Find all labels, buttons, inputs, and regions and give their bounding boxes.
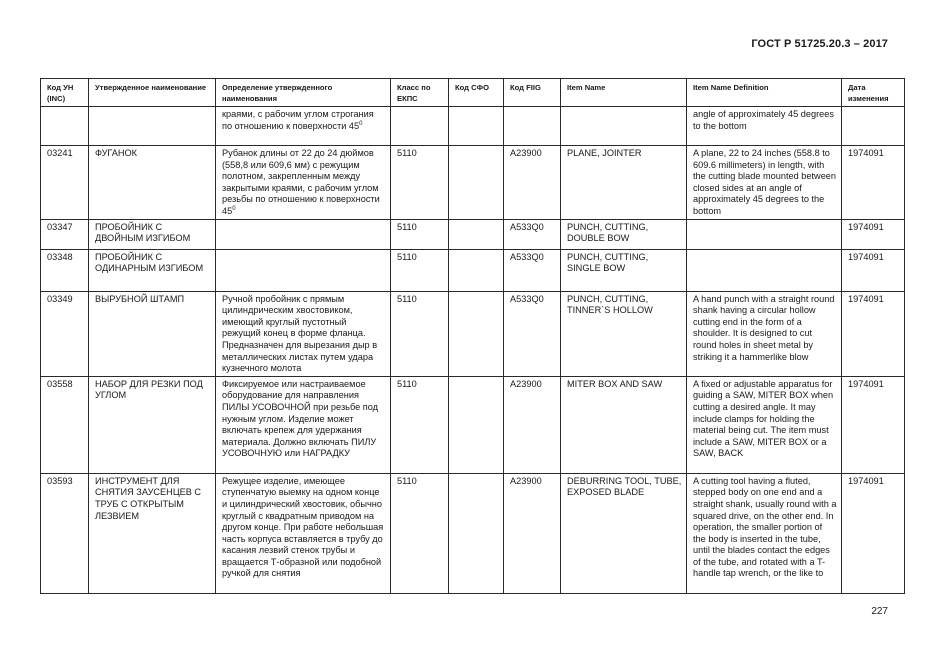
cell-item-name-text: PUNCH, CUTTING, DOUBLE BOW xyxy=(567,221,649,244)
degree-superscript: 0 xyxy=(232,205,236,212)
table-row xyxy=(41,473,905,593)
degree-superscript: 0 xyxy=(359,120,363,127)
cell-item-name xyxy=(561,107,687,146)
cell-inc-text: 03348 xyxy=(47,251,73,262)
cell-date xyxy=(842,249,905,291)
cell-sfo xyxy=(449,249,504,291)
cell-date xyxy=(842,376,905,473)
document-standard-header: ГОСТ Р 51725.20.3 – 2017 xyxy=(751,38,888,50)
cell-item-name-text: PLANE, JOINTER xyxy=(567,148,642,158)
cell-item-name-definition-text: A fixed or adjustable apparatus for guiding a SAW, MITER BOX when cutting a desired angle. It may include clamps for holding the material being cut. The item must include a SAW, MITER BOX or a SAW, BACK xyxy=(693,378,834,459)
cell-inc-text: 03593 xyxy=(47,475,73,486)
cell-approved-name xyxy=(89,107,216,146)
col-header-inc: Код УН (INC) xyxy=(41,79,89,107)
cell-inc-text: 03349 xyxy=(47,293,73,304)
cell-class xyxy=(391,473,449,593)
cell-sfo xyxy=(449,291,504,376)
cell-fiig-text: A23900 xyxy=(510,378,542,389)
cell-sfo xyxy=(449,219,504,249)
cell-class-text: 5110 xyxy=(397,221,417,232)
cell-definition-text: Рубанок длины от 22 до 24 дюймов (558,8 или 609,6 мм) с режущим полотном, закрепленным между закрытыми краями, с рабочим углом резьбы по отношению к поверхности 45 xyxy=(222,148,380,216)
table-body xyxy=(41,107,905,594)
cell-class-text: 5110 xyxy=(397,148,417,158)
cell-fiig xyxy=(504,376,561,473)
cell-sfo xyxy=(449,146,504,220)
table-row xyxy=(41,107,905,146)
cell-item-name xyxy=(561,376,687,473)
cell-approved-name xyxy=(89,291,216,376)
cell-inc xyxy=(41,146,89,220)
cell-item-name-definition xyxy=(687,473,842,593)
cell-item-name-definition-text: A hand punch with a straight round shank having a circular hollow cutting end in the form of a shoulder. It is designed to cut round holes in sheet metal by striking it a hammerlike blow xyxy=(693,293,835,362)
cell-fiig xyxy=(504,249,561,291)
cell-date xyxy=(842,473,905,593)
cell-approved-name-text: ФУГАНОК xyxy=(95,148,138,158)
cell-fiig xyxy=(504,219,561,249)
cell-class xyxy=(391,249,449,291)
col-header-item-name: Item Name xyxy=(561,79,687,107)
cell-sfo xyxy=(449,376,504,473)
cell-item-name-definition xyxy=(687,249,842,291)
cell-date xyxy=(842,107,905,146)
col-header-definition: Определение утвержденного наименования xyxy=(216,79,391,107)
cell-class-text: 5110 xyxy=(397,293,417,304)
cell-item-name-definition xyxy=(687,107,842,146)
cell-item-name-definition-text: angle of approximately 45 degrees to the bottom xyxy=(693,109,834,131)
cell-fiig-text: A533Q0 xyxy=(510,293,544,304)
cell-date-text: 1974091 xyxy=(848,251,884,262)
cell-inc xyxy=(41,376,89,473)
cell-approved-name-text: ВЫРУБНОЙ ШТАМП xyxy=(95,293,185,304)
table-row xyxy=(41,291,905,376)
cell-approved-name-text: ПРОБОЙНИК С ДВОЙНЫМ ИЗГИБОМ xyxy=(95,221,191,244)
cell-approved-name xyxy=(89,219,216,249)
table-row xyxy=(41,376,905,473)
cell-item-name xyxy=(561,291,687,376)
cell-inc xyxy=(41,219,89,249)
cell-class xyxy=(391,376,449,473)
cell-class-text: 5110 xyxy=(397,475,417,486)
cell-approved-name-text: ПРОБОЙНИК С ОДИНАРНЫМ ИЗГИБОМ xyxy=(95,251,204,274)
cell-fiig xyxy=(504,146,561,220)
cell-definition xyxy=(216,219,391,249)
cell-date xyxy=(842,291,905,376)
cell-definition xyxy=(216,376,391,473)
cell-date-text: 1974091 xyxy=(848,293,884,304)
cell-definition xyxy=(216,473,391,593)
cell-item-name-text: PUNCH, CUTTING, SINGLE BOW xyxy=(567,251,649,274)
cell-date xyxy=(842,146,905,220)
cell-item-name xyxy=(561,146,687,220)
cell-class xyxy=(391,291,449,376)
cell-item-name xyxy=(561,249,687,291)
col-header-fiig: Код FIIG xyxy=(504,79,561,107)
cell-definition xyxy=(216,291,391,376)
cell-fiig-text: A533Q0 xyxy=(510,251,544,262)
cell-definition-text: краями, с рабочим углом строгания по отношению к поверхности 45 xyxy=(222,109,374,131)
cell-class-text: 5110 xyxy=(397,378,417,389)
cell-fiig-text: A23900 xyxy=(510,148,542,158)
cell-class xyxy=(391,219,449,249)
cell-approved-name xyxy=(89,249,216,291)
table-header-row xyxy=(41,79,905,107)
cell-date xyxy=(842,219,905,249)
cell-inc xyxy=(41,473,89,593)
cell-class xyxy=(391,107,449,146)
cell-approved-name xyxy=(89,146,216,220)
cell-date-text: 1974091 xyxy=(848,475,884,486)
cell-fiig xyxy=(504,473,561,593)
cell-definition xyxy=(216,146,391,220)
cell-date-text: 1974091 xyxy=(848,378,884,389)
cell-definition xyxy=(216,249,391,291)
cell-inc xyxy=(41,249,89,291)
cell-item-name-text: DEBURRING TOOL, TUBE, EXPOSED BLADE xyxy=(567,475,682,498)
col-header-item-name-definition: Item Name Definition xyxy=(687,79,842,107)
cell-class-text: 5110 xyxy=(397,251,417,262)
cell-item-name-definition-text: A cutting tool having a fluted, stepped body on one end and a straight shank, usually round with a squared drive, on the other end. In operation, the smaller portion of the body is inserted in the tube, until the blades contact the edges of the tube, and rotated with a T-handle tap wrench, or the like to xyxy=(693,475,837,579)
cell-item-name xyxy=(561,219,687,249)
cell-inc-text: 03558 xyxy=(47,378,73,389)
cell-item-name-definition-text: A plane, 22 to 24 inches (558.8 to 609.6 millimeters) in length, with the cutting blade mounted between closed sides at an angle of approximately 45 degrees to the bottom xyxy=(693,148,837,216)
cell-definition-text: Ручной пробойник с прямым цилиндрическим хвостовиком, имеющий круглый пустотный режущий конец в форме фланца. Предназначен для вырезания дыр в металлических листах путем удара кузнечного молота xyxy=(222,293,378,374)
cell-inc xyxy=(41,291,89,376)
cell-definition-text: Режущее изделие, имеющее ступенчатую выемку на одном конце и цилиндрический хвостовик, обычно круглый с квадратным приводом на другом конце. При работе небольшая часть корпуса вставляется в трубу до касания лезвий стенок трубы и вращается Т-образной или подобной ручкой для снятия xyxy=(222,475,384,579)
col-header-class: Класс по ЕКПС xyxy=(391,79,449,107)
cell-item-name-text: PUNCH, CUTTING, TINNER`S HOLLOW xyxy=(567,293,653,316)
cell-sfo xyxy=(449,473,504,593)
cell-inc-text: 03241 xyxy=(47,148,73,158)
col-header-sfo: Код СФО xyxy=(449,79,504,107)
cell-class xyxy=(391,146,449,220)
classification-table xyxy=(40,78,905,594)
cell-item-name-definition xyxy=(687,376,842,473)
cell-definition xyxy=(216,107,391,146)
cell-approved-name xyxy=(89,376,216,473)
cell-inc-text: 03347 xyxy=(47,221,73,232)
cell-definition-text: Фиксируемое или настраиваемое оборудование для направления ПИЛЫ УСОВОЧНОЙ при резьбе под нужным углом. Изделие может включать крепеж для удержания материала. Должно включать ПИЛУ УСОВОЧНУЮ или НАГРАДКУ xyxy=(222,378,379,459)
cell-sfo xyxy=(449,107,504,146)
cell-fiig xyxy=(504,107,561,146)
table-row xyxy=(41,219,905,249)
cell-approved-name xyxy=(89,473,216,593)
cell-item-name xyxy=(561,473,687,593)
cell-date-text: 1974091 xyxy=(848,148,884,158)
cell-fiig-text: A533Q0 xyxy=(510,221,544,232)
cell-date-text: 1974091 xyxy=(848,221,884,232)
col-header-approved-name: Утвержденное наименование xyxy=(89,79,216,107)
cell-fiig-text: A23900 xyxy=(510,475,542,486)
cell-item-name-text: MITER BOX AND SAW xyxy=(567,378,663,389)
cell-approved-name-text: ИНСТРУМЕНТ ДЛЯ СНЯТИЯ ЗАУСЕНЦЕВ С ТРУБ С ОТКРЫТЫМ ЛЕЗВИЕМ xyxy=(95,475,202,521)
cell-item-name-definition xyxy=(687,219,842,249)
cell-fiig xyxy=(504,291,561,376)
table-row xyxy=(41,249,905,291)
table-row xyxy=(41,146,905,220)
cell-approved-name-text: НАБОР ДЛЯ РЕЗКИ ПОД УГЛОМ xyxy=(95,378,203,401)
page-number: 227 xyxy=(871,606,888,617)
cell-item-name-definition xyxy=(687,291,842,376)
col-header-date: Дата изменения xyxy=(842,79,905,107)
cell-inc xyxy=(41,107,89,146)
cell-item-name-definition xyxy=(687,146,842,220)
